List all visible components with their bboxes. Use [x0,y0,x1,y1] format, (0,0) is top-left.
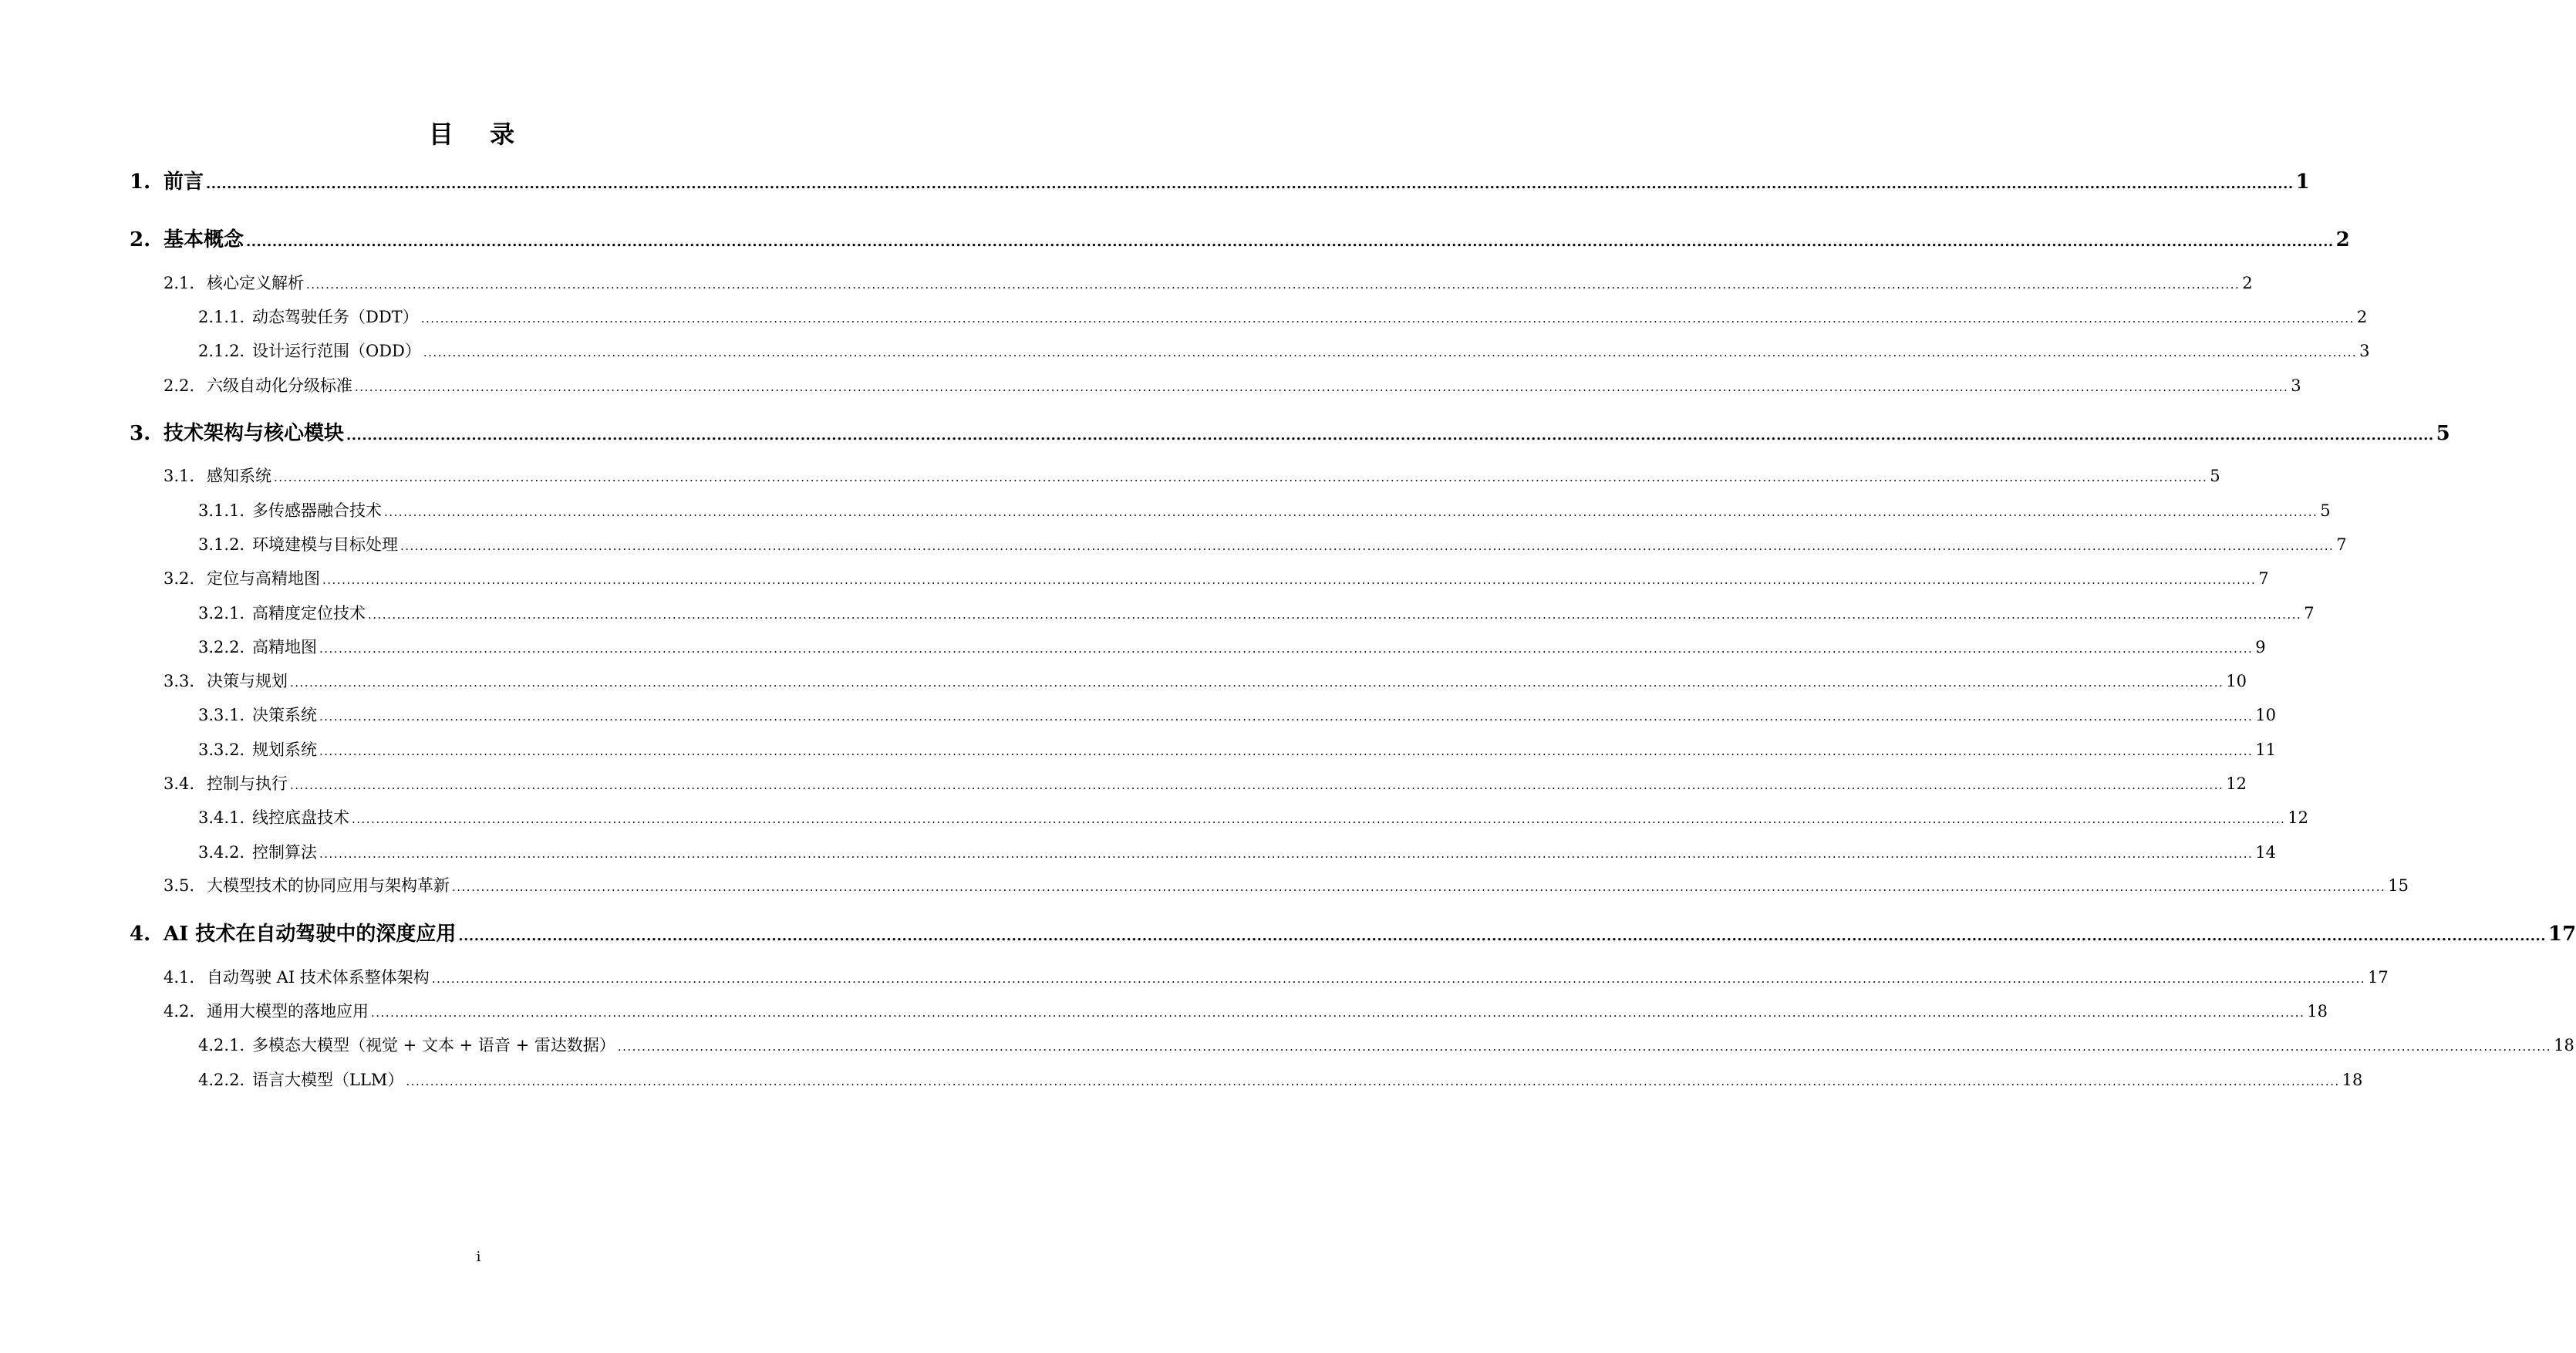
toc-entry-page: 18 [2554,1036,2574,1054]
toc-entry-title: 感知系统 [207,467,271,485]
toc-entry-level-3[interactable] [198,805,2308,831]
toc-dot-leader: ................................................................................................................................................................................................................................................................................................................................................................................................................ [384,505,2318,519]
toc-entry-page: 17 [2368,968,2389,987]
toc-entry-level-2[interactable] [164,771,2247,797]
toc-entry-title: 核心定义解析 [207,274,304,292]
toc-entry-level-3[interactable] [198,1067,2363,1093]
toc-entry-number: 3.5. [164,876,195,895]
toc-entry-level-2[interactable] [164,565,2269,592]
toc-entry-level-3[interactable] [198,702,2276,728]
toc-entry-level-3[interactable] [198,531,2347,558]
toc-entry-title: 规划系统 [252,741,317,759]
toc-entry-number: 3.2. [164,569,195,588]
toc-entry-page: 18 [2342,1071,2363,1089]
toc-entry-number: 4.2.2. [198,1071,245,1089]
toc-entry-level-3[interactable] [198,1032,2574,1058]
toc-entry-title: AI 技术在自动驾驶中的深度应用 [164,923,457,946]
toc-entry-level-3[interactable] [198,304,2368,330]
toc-entry-page: 12 [2226,774,2247,793]
toc-entry-title: 决策系统 [252,706,317,724]
toc-entry-page: 12 [2288,808,2308,827]
page-number: i [476,1249,481,1265]
toc-entry-number: 3.1. [164,467,195,485]
toc-dot-leader: ................................................................................................................................................................................................................................................................................................................................................................................................................ [246,234,2334,250]
toc-entry-level-2[interactable] [164,463,2220,489]
toc-dot-leader: ................................................................................................................................................................................................................................................................................................................................................................................................................ [420,312,2355,326]
toc-entry-level-3[interactable] [198,498,2331,524]
toc-entry-level-1[interactable] [130,420,2450,447]
toc-entry-level-2[interactable] [164,668,2247,694]
toc-entry-title: 语言大模型（LLM） [252,1071,404,1089]
toc-entry-title: 基本概念 [164,228,244,251]
toc-entry-page: 3 [2291,376,2301,395]
toc-entry-title: 大模型技术的协同应用与架构革新 [207,876,450,895]
toc-dot-leader: ................................................................................................................................................................................................................................................................................................................................................................................................................ [400,539,2335,553]
toc-entry-number: 3.1.2. [198,535,245,554]
toc-entry-page: 2 [2242,274,2253,292]
toc-entry-level-3[interactable] [198,338,2370,364]
toc-entry-title: 多模态大模型（视觉 + 文本 + 语音 + 雷达数据） [252,1036,615,1054]
toc-dot-leader: ................................................................................................................................................................................................................................................................................................................................................................................................................ [346,427,2434,444]
toc-entry-level-2[interactable] [164,998,2328,1024]
toc-dot-leader: ................................................................................................................................................................................................................................................................................................................................................................................................................ [319,642,2254,656]
toc-entry-number: 3.3. [164,672,195,690]
toc-entry-level-3[interactable] [198,737,2276,763]
toc-dot-leader: ................................................................................................................................................................................................................................................................................................................................................................................................................ [406,1075,2340,1088]
toc-dot-leader: ................................................................................................................................................................................................................................................................................................................................................................................................................ [371,1006,2305,1020]
toc-entry-level-3[interactable] [198,600,2315,626]
toc-entry-number: 3.2.1. [198,604,245,623]
toc-entry-level-2[interactable] [164,270,2253,296]
toc-entry-number: 3.3.2. [198,741,245,759]
toc-entry-number: 2.1. [164,274,195,292]
toc-title: 目 录 [428,120,529,149]
toc-entry-page: 3 [2359,342,2370,360]
toc-entry-page: 10 [2226,672,2247,690]
toc-entry-level-2[interactable] [164,872,2409,899]
toc-dot-leader: ................................................................................................................................................................................................................................................................................................................................................................................................................ [368,608,2302,622]
toc-entry-title: 通用大模型的落地应用 [207,1002,369,1021]
toc-entry-page: 11 [2255,741,2276,759]
toc-entry-page: 7 [2336,535,2347,554]
toc-entry-level-3[interactable] [198,839,2276,865]
toc-entry-page: 2 [2335,228,2350,251]
toc-entry-page: 7 [2258,569,2269,588]
toc-entry-title: 线控底盘技术 [252,808,349,827]
toc-entry-level-1[interactable] [130,169,2310,195]
toc-entry-level-1[interactable] [130,921,2576,947]
toc-entry-number: 3. [130,422,151,445]
toc-entry-title: 高精度定位技术 [252,604,366,623]
toc-entry-page: 5 [2320,501,2331,520]
toc-dot-leader: ................................................................................................................................................................................................................................................................................................................................................................................................................ [319,710,2254,724]
toc-dot-leader: ................................................................................................................................................................................................................................................................................................................................................................................................................ [452,880,2386,894]
toc-dot-leader: ................................................................................................................................................................................................................................................................................................................................................................................................................ [206,176,2294,192]
toc-dot-leader: ................................................................................................................................................................................................................................................................................................................................................................................................................ [290,676,2224,690]
toc-entry-title: 高精地图 [252,638,317,656]
toc-entry-title: 环境建模与目标处理 [252,535,398,554]
toc-entry-title: 控制与执行 [207,774,288,793]
toc-entry-number: 3.1.1. [198,501,245,520]
toc-entry-number: 3.3.1. [198,706,245,724]
toc-dot-leader: ................................................................................................................................................................................................................................................................................................................................................................................................................ [319,744,2254,758]
toc-entry-title: 设计运行范围（ODD） [252,342,421,360]
toc-entry-level-2[interactable] [164,373,2301,399]
toc-entry-number: 4.2.1. [198,1036,245,1054]
toc-dot-leader: ................................................................................................................................................................................................................................................................................................................................................................................................................ [423,346,2358,359]
toc-entry-title: 多传感器融合技术 [252,501,382,520]
toc-dot-leader: ................................................................................................................................................................................................................................................................................................................................................................................................................ [274,471,2208,484]
toc-entry-number: 1. [130,170,151,194]
toc-entry-page: 1 [2295,170,2310,194]
toc-entry-page: 5 [2436,422,2450,445]
toc-entry-page: 5 [2210,467,2220,485]
toc-entry-title: 控制算法 [252,843,317,862]
toc-entry-number: 3.4. [164,774,195,793]
toc-entry-page: 15 [2388,876,2409,895]
toc-entry-page: 10 [2255,706,2276,724]
toc-dot-leader: ................................................................................................................................................................................................................................................................................................................................................................................................................ [322,573,2257,587]
toc-dot-leader: ................................................................................................................................................................................................................................................................................................................................................................................................................ [319,847,2254,861]
toc-dot-leader: ................................................................................................................................................................................................................................................................................................................................................................................................................ [355,380,2289,394]
toc-entry-title: 六级自动化分级标准 [207,376,352,395]
toc-entry-number: 3.2.2. [198,638,245,656]
toc-entry-title: 前言 [164,170,204,194]
toc-entry-page: 2 [2356,308,2368,326]
toc-entry-page: 7 [2304,604,2315,623]
toc-entry-page: 14 [2255,843,2276,862]
toc-entry-number: 2.2. [164,376,195,395]
toc-entry-title: 定位与高精地图 [207,569,320,588]
toc-dot-leader: ................................................................................................................................................................................................................................................................................................................................................................................................................ [306,278,2241,292]
toc-entry-level-1[interactable] [130,227,2350,253]
toc-entry-number: 4.2. [164,1002,195,1021]
toc-entry-number: 2.1.1. [198,308,245,326]
toc-entry-title: 自动驾驶 AI 技术体系整体架构 [207,968,430,987]
toc-entry-title: 技术架构与核心模块 [164,422,345,445]
toc-entry-level-2[interactable] [164,964,2389,990]
toc-entry-number: 3.4.2. [198,843,245,862]
toc-entry-page: 9 [2255,638,2266,656]
toc-dot-leader: ................................................................................................................................................................................................................................................................................................................................................................................................................ [458,928,2547,944]
toc-entry-number: 2. [130,228,151,251]
toc-entry-number: 2.1.2. [198,342,245,360]
toc-dot-leader: ................................................................................................................................................................................................................................................................................................................................................................................................................ [352,812,2286,826]
toc-dot-leader: ................................................................................................................................................................................................................................................................................................................................................................................................................ [431,972,2366,986]
toc-dot-leader: ................................................................................................................................................................................................................................................................................................................................................................................................................ [617,1040,2552,1054]
toc-entry-number: 3.4.1. [198,808,245,827]
toc-entry-number: 4. [130,923,151,946]
toc-entry-level-3[interactable] [198,634,2266,660]
toc-dot-leader: ................................................................................................................................................................................................................................................................................................................................................................................................................ [290,778,2224,792]
toc-entry-title: 动态驾驶任务（DDT） [252,308,419,326]
toc-entry-page: 17 [2548,923,2576,946]
toc-entry-number: 4.1. [164,968,195,987]
toc-entry-title: 决策与规划 [207,672,288,690]
toc-entry-page: 18 [2307,1002,2328,1021]
